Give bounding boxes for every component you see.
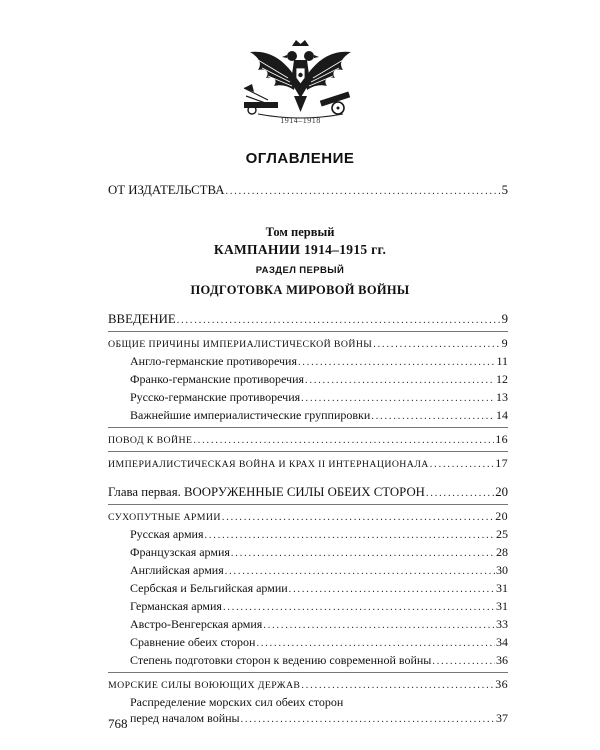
- toc-entry-title: перед началом войны: [130, 711, 240, 725]
- toc-entry-title: ВВЕДЕНИЕ: [108, 312, 176, 326]
- dot-leader: [177, 312, 501, 327]
- toc-entry-publisher[interactable]: [108, 183, 508, 201]
- toc-entry[interactable]: [130, 617, 508, 635]
- page-number: 768: [108, 716, 128, 731]
- toc-entry-page: 33: [496, 617, 508, 631]
- toc-entry-page: 34: [496, 635, 508, 649]
- toc-entry[interactable]: [108, 336, 508, 354]
- divider: [108, 331, 508, 332]
- dot-leader: [289, 581, 495, 596]
- dot-leader: [222, 512, 494, 523]
- section-label: РАЗДЕЛ ПЕРВЫЙ: [255, 265, 345, 276]
- toc-entry-title: ОТ ИЗДАТЕЛЬСТВА: [108, 183, 225, 197]
- dot-leader: [426, 485, 494, 500]
- toc-entry-title: ОБЩИЕ ПРИЧИНЫ ИМПЕРИАЛИСТИЧЕСКОЙ ВОЙНЫ: [108, 339, 373, 350]
- emblem-years: 1914–1918: [280, 116, 321, 125]
- toc-entry[interactable]: [108, 312, 508, 330]
- toc-entry-page: 28: [496, 545, 508, 559]
- toc-entry[interactable]: [108, 509, 508, 527]
- toc-entry[interactable]: [130, 545, 508, 563]
- toc-entry-page: 9: [501, 312, 508, 326]
- toc-entry-title: Русская армия: [130, 527, 204, 541]
- toc-entry-title: ИМПЕРИАЛИСТИЧЕСКАЯ ВОЙНА И КРАХ II ИНТЕРНАЦИОНАЛА: [108, 459, 429, 470]
- toc-entry-page: 5: [501, 183, 508, 197]
- toc-entry-title: Австро-Венгерская армия: [130, 617, 263, 631]
- toc-entry-page: 20: [495, 485, 508, 499]
- toc-entry-page: 20: [495, 509, 508, 523]
- dot-leader: [371, 408, 495, 423]
- toc-entry-page: 14: [496, 408, 508, 422]
- toc-entry[interactable]: [108, 456, 508, 474]
- toc-entry[interactable]: [130, 390, 508, 408]
- toc-entry-page: 11: [496, 354, 508, 368]
- section-title: ПОДГОТОВКА МИРОВОЙ ВОЙНЫ: [190, 283, 410, 297]
- toc-entry-page: 31: [496, 581, 508, 595]
- toc-entry-page: 13: [496, 390, 508, 404]
- toc-entry-page: 37: [496, 711, 508, 725]
- divider: [108, 672, 508, 673]
- dot-leader: [225, 563, 495, 578]
- dot-leader: [298, 354, 495, 369]
- toc-entry-title: Сербская и Бельгийская армии: [130, 581, 288, 595]
- toc-entry-title: Сравнение обеих сторон: [130, 635, 256, 649]
- toc-entry-page: 25: [496, 527, 508, 541]
- dot-leader: [231, 545, 495, 560]
- dot-leader: [256, 635, 495, 650]
- toc-entry[interactable]: [108, 677, 508, 695]
- toc-entry[interactable]: [130, 527, 508, 545]
- toc-entry-page: 31: [496, 599, 508, 613]
- toc-entry[interactable]: [130, 711, 508, 729]
- toc-entry-page: 16: [495, 432, 508, 446]
- dot-leader: [301, 390, 495, 405]
- toc-entry[interactable]: [130, 408, 508, 426]
- toc-entry-page: 12: [496, 372, 508, 386]
- dot-leader: [225, 183, 500, 198]
- toc-entry-title: Германская армия: [130, 599, 222, 613]
- toc-entry[interactable]: [130, 354, 508, 372]
- dot-leader: [373, 339, 500, 350]
- toc-entry-page: 17: [495, 456, 508, 470]
- toc-entry-page: 36: [495, 677, 508, 691]
- toc-entry-title: Франко-германские противоречия: [130, 372, 305, 386]
- dot-leader: [223, 599, 495, 614]
- toc-entry-title: Степень подготовки сторон к ведению современной войны: [130, 653, 432, 667]
- toc-entry-page: 36: [496, 653, 508, 667]
- toc-title: ОГЛАВЛЕНИЕ: [245, 150, 355, 167]
- toc-entry-title: Русско-германские противоречия: [130, 390, 301, 404]
- toc-chapter-title: Глава первая. ВООРУЖЕННЫЕ СИЛЫ ОБЕИХ СТОРОН: [108, 485, 425, 499]
- dot-leader: [193, 435, 494, 446]
- toc-entry-title: СУХОПУТНЫЕ АРМИИ: [108, 512, 221, 523]
- divider: [108, 427, 508, 428]
- toc-entry[interactable]: [130, 372, 508, 390]
- dot-leader: [263, 617, 495, 632]
- toc-entry-title: Англо-германские противоречия: [130, 354, 297, 368]
- divider: [108, 504, 508, 505]
- volume-label: Том первый: [265, 225, 335, 239]
- toc-entry[interactable]: [130, 563, 508, 581]
- toc-entry-title: Важнейшие империалистические группировки: [130, 408, 371, 422]
- toc-entry-title: Французская армия: [130, 545, 230, 559]
- toc-entry-page: 9: [501, 336, 508, 350]
- dot-leader: [432, 653, 495, 668]
- toc-entry-title-line1: Распределение морских сил обеих сторон: [130, 695, 344, 709]
- toc-entry-page: 30: [496, 563, 508, 577]
- toc-entry[interactable]: [108, 432, 508, 450]
- divider: [108, 451, 508, 452]
- toc-entry-title: Английская армия: [130, 563, 224, 577]
- dot-leader: [430, 459, 494, 470]
- dot-leader: [205, 527, 496, 542]
- toc-entry[interactable]: [130, 581, 508, 599]
- volume-title: КАМПАНИИ 1914–1915 гг.: [213, 242, 387, 257]
- toc-entry[interactable]: [130, 635, 508, 653]
- toc-entry[interactable]: [130, 653, 508, 671]
- dot-leader: [305, 372, 495, 387]
- dot-leader: [301, 680, 494, 691]
- toc-entry[interactable]: [130, 599, 508, 617]
- dot-leader: [241, 711, 495, 726]
- toc-entry-title: МОРСКИЕ СИЛЫ ВОЮЮЩИХ ДЕРЖАВ: [108, 680, 301, 691]
- toc-entry-title: ПОВОД К ВОЙНЕ: [108, 435, 193, 446]
- double-headed-eagle-emblem: [238, 38, 363, 138]
- toc-chapter-entry[interactable]: [108, 485, 508, 503]
